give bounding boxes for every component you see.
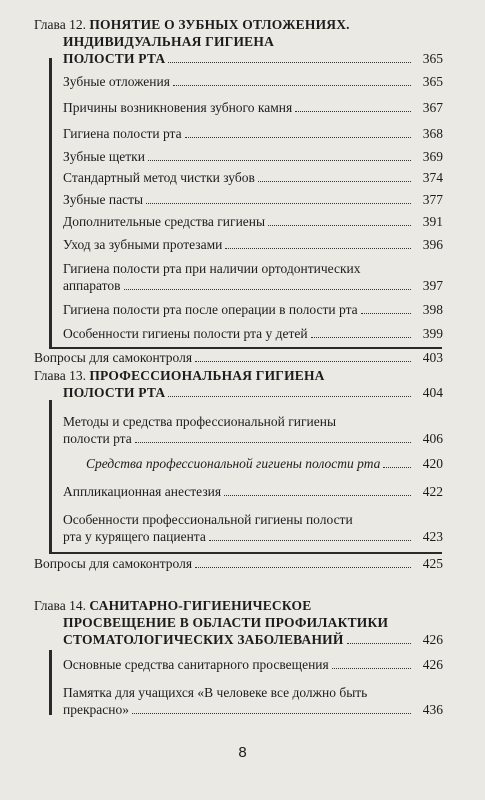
toc-entry	[0, 148, 485, 165]
ch14-page: 426	[422, 632, 443, 647]
toc-entry	[0, 73, 485, 90]
ch12-title-line2: ИНДИВИДУАЛЬНАЯ ГИГИЕНА	[63, 34, 275, 49]
entry-page: 368	[422, 126, 443, 141]
entry-title-line1: Методы и средства профессиональной гигиены	[63, 414, 337, 429]
entry-page: 425	[422, 556, 443, 571]
ch12-heading	[0, 16, 485, 67]
entry-page: 420	[422, 456, 443, 471]
toc-entry	[0, 325, 485, 342]
entry-title: Гигиена полости рта после операции в полости рта	[63, 302, 358, 317]
entry-title: Зубные щетки	[63, 149, 145, 164]
entry-page: 426	[422, 657, 443, 672]
ch13-label: Глава 13.	[34, 368, 86, 383]
entry-page: 369	[422, 149, 443, 164]
entry-title: Вопросы для самоконтроля	[34, 350, 193, 365]
entry-title-line1: Памятка для учащихся «В человеке все должно быть	[63, 685, 368, 700]
entry-page: 399	[422, 326, 443, 341]
toc-entry	[0, 455, 485, 472]
entry-title: Уход за зубными протезами	[63, 237, 223, 252]
toc-entry	[0, 684, 485, 718]
entry-title: Стандартный метод чистки зубов	[63, 170, 255, 185]
entry-page: 396	[422, 237, 443, 252]
entry-page: 367	[422, 100, 443, 115]
entry-page: 391	[422, 214, 443, 229]
toc-entry	[0, 236, 485, 253]
toc-entry	[0, 99, 485, 116]
entry-page: 436	[422, 702, 443, 717]
entry-title-line2: аппаратов	[63, 278, 121, 293]
toc-entry	[0, 169, 485, 186]
entry-page: 403	[422, 350, 443, 365]
entry-title-line1: Гигиена полости рта при наличии ортодонтических	[63, 261, 361, 276]
entry-page: 374	[422, 170, 443, 185]
page-number: 8	[238, 744, 247, 761]
ch12-title-line1: ПОНЯТИЕ О ЗУБНЫХ ОТЛОЖЕНИЯХ.	[89, 17, 350, 32]
entry-title: Аппликационная анестезия	[63, 484, 222, 499]
toc-entry	[0, 301, 485, 318]
ch13-title-line1: ПРОФЕССИОНАЛЬНАЯ ГИГИЕНА	[89, 368, 325, 383]
entry-title: Средства профессиональной гигиены полости рта	[86, 456, 381, 471]
ch12-label: Глава 12.	[34, 17, 86, 32]
entry-title-line2: рта у курящего пациента	[63, 529, 206, 544]
entry-title: Вопросы для самоконтроля	[34, 556, 193, 571]
ch14-label: Глава 14.	[34, 598, 86, 613]
ch13-rule-bottom	[49, 552, 442, 554]
entry-title: Дополнительные средства гигиены	[63, 214, 266, 229]
entry-page: 398	[422, 302, 443, 317]
ch14-title-line1: САНИТАРНО-ГИГИЕНИЧЕСКОЕ	[89, 598, 312, 613]
entry-page: 422	[422, 484, 443, 499]
ch14-heading	[0, 597, 485, 648]
entry-page: 365	[422, 74, 443, 89]
ch13-title-line2: ПОЛОСТИ РТА	[63, 385, 166, 400]
ch14-title-line2: ПРОСВЕЩЕНИЕ В ОБЛАСТИ ПРОФИЛАКТИКИ	[63, 615, 389, 630]
toc-entry	[0, 413, 485, 447]
toc-entry	[0, 191, 485, 208]
entry-page: 397	[422, 278, 443, 293]
ch12-page: 365	[422, 51, 443, 66]
entry-page: 406	[422, 431, 443, 446]
toc-entry	[0, 213, 485, 230]
toc-entry	[0, 483, 485, 500]
toc-entry	[0, 349, 485, 366]
toc-entry	[0, 260, 485, 294]
entry-title: Основные средства санитарного просвещения	[63, 657, 329, 672]
ch13-heading	[0, 367, 485, 401]
toc-entry	[0, 656, 485, 673]
toc-entry	[0, 511, 485, 545]
entry-title-line2: прекрасно»	[63, 702, 129, 717]
entry-title: Зубные пасты	[63, 192, 144, 207]
toc-entry	[0, 125, 485, 142]
entry-title: Особенности гигиены полости рта у детей	[63, 326, 308, 341]
entry-title-line1: Особенности профессиональной гигиены полости	[63, 512, 353, 527]
ch12-title-line3: ПОЛОСТИ РТА	[63, 51, 166, 66]
ch14-title-line3: СТОМАТОЛОГИЧЕСКИХ ЗАБОЛЕВАНИЙ	[63, 632, 344, 647]
toc-entry	[0, 555, 485, 572]
entry-title: Причины возникновения зубного камня	[63, 100, 293, 115]
entry-title: Зубные отложения	[63, 74, 170, 89]
entry-title: Гигиена полости рта	[63, 126, 182, 141]
entry-title-line2: полости рта	[63, 431, 132, 446]
ch13-page: 404	[422, 385, 443, 400]
entry-page: 377	[422, 192, 443, 207]
entry-page: 423	[422, 529, 443, 544]
